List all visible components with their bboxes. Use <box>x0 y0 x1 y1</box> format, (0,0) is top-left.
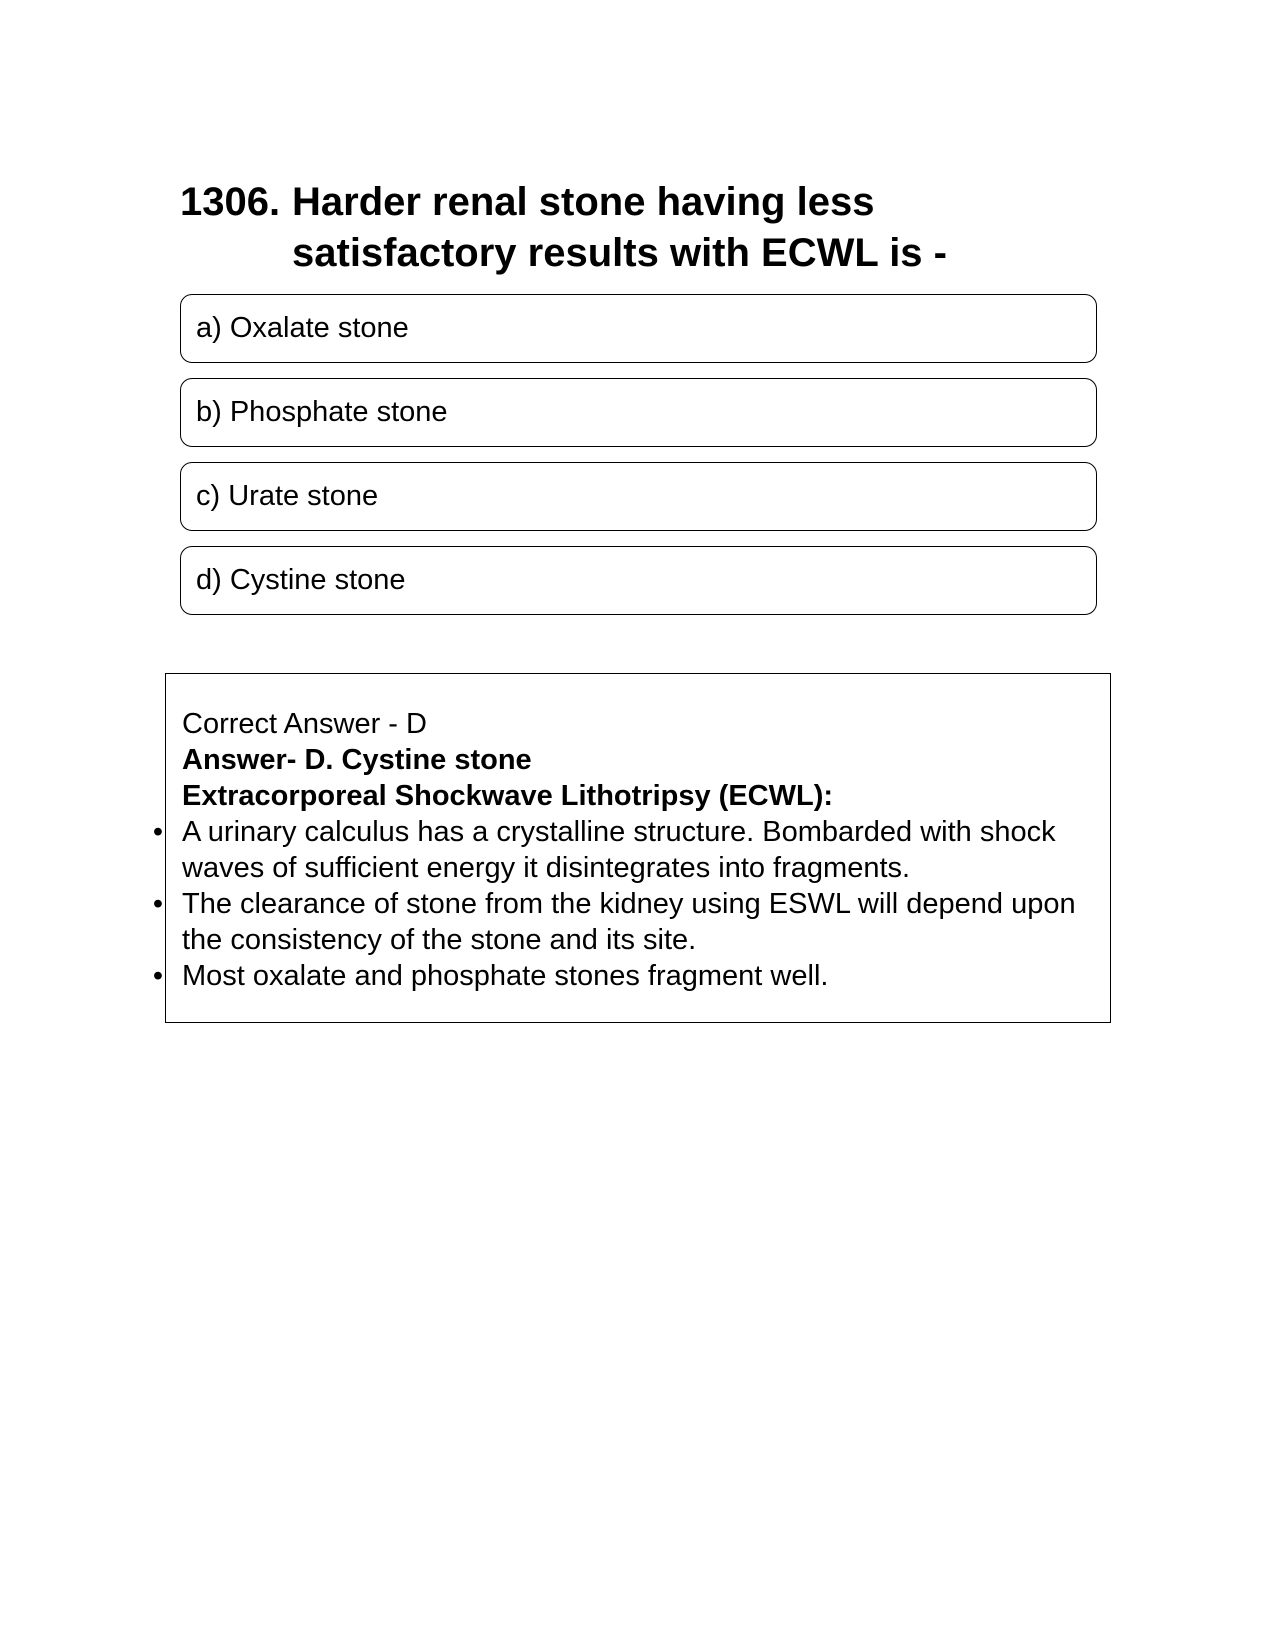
question-number: 1306. <box>180 180 281 224</box>
question-text: Harder renal stone having less satisfactory results with ECWL is - <box>292 180 947 275</box>
question <box>180 177 1080 279</box>
option-label: b) Phosphate stone <box>196 396 448 428</box>
explanation-point <box>152 886 1095 958</box>
explanation-point <box>152 958 1095 994</box>
options-list <box>180 294 1097 630</box>
explanation-subheading: Extracorporeal Shockwave Lithotripsy (ECWL): <box>182 780 834 812</box>
answer-explanation-box <box>152 673 1111 1023</box>
bullet-icon: • <box>152 888 164 920</box>
explanation-point <box>152 814 1095 886</box>
answer-heading: Answer- D. Cystine stone <box>182 744 532 776</box>
option-d[interactable] <box>180 546 1097 615</box>
point-text: Most oxalate and phosphate stones fragment well. <box>182 960 829 992</box>
option-a[interactable] <box>180 294 1097 363</box>
option-c[interactable] <box>180 462 1097 531</box>
point-text: The clearance of stone from the kidney using ESWL will depend upon the consistency of the stone and its site. <box>182 888 1076 956</box>
explanation-points <box>152 814 1095 994</box>
option-label: c) Urate stone <box>196 480 379 512</box>
point-text: A urinary calculus has a crystalline structure. Bombarded with shock waves of sufficient energy it disintegrates into fragments. <box>182 816 1056 884</box>
bullet-icon: • <box>152 816 164 848</box>
correct-answer-line: Correct Answer - D <box>182 708 427 740</box>
option-label: d) Cystine stone <box>196 564 406 596</box>
bullet-icon: • <box>152 960 164 992</box>
option-label: a) Oxalate stone <box>196 312 409 344</box>
option-b[interactable] <box>180 378 1097 447</box>
